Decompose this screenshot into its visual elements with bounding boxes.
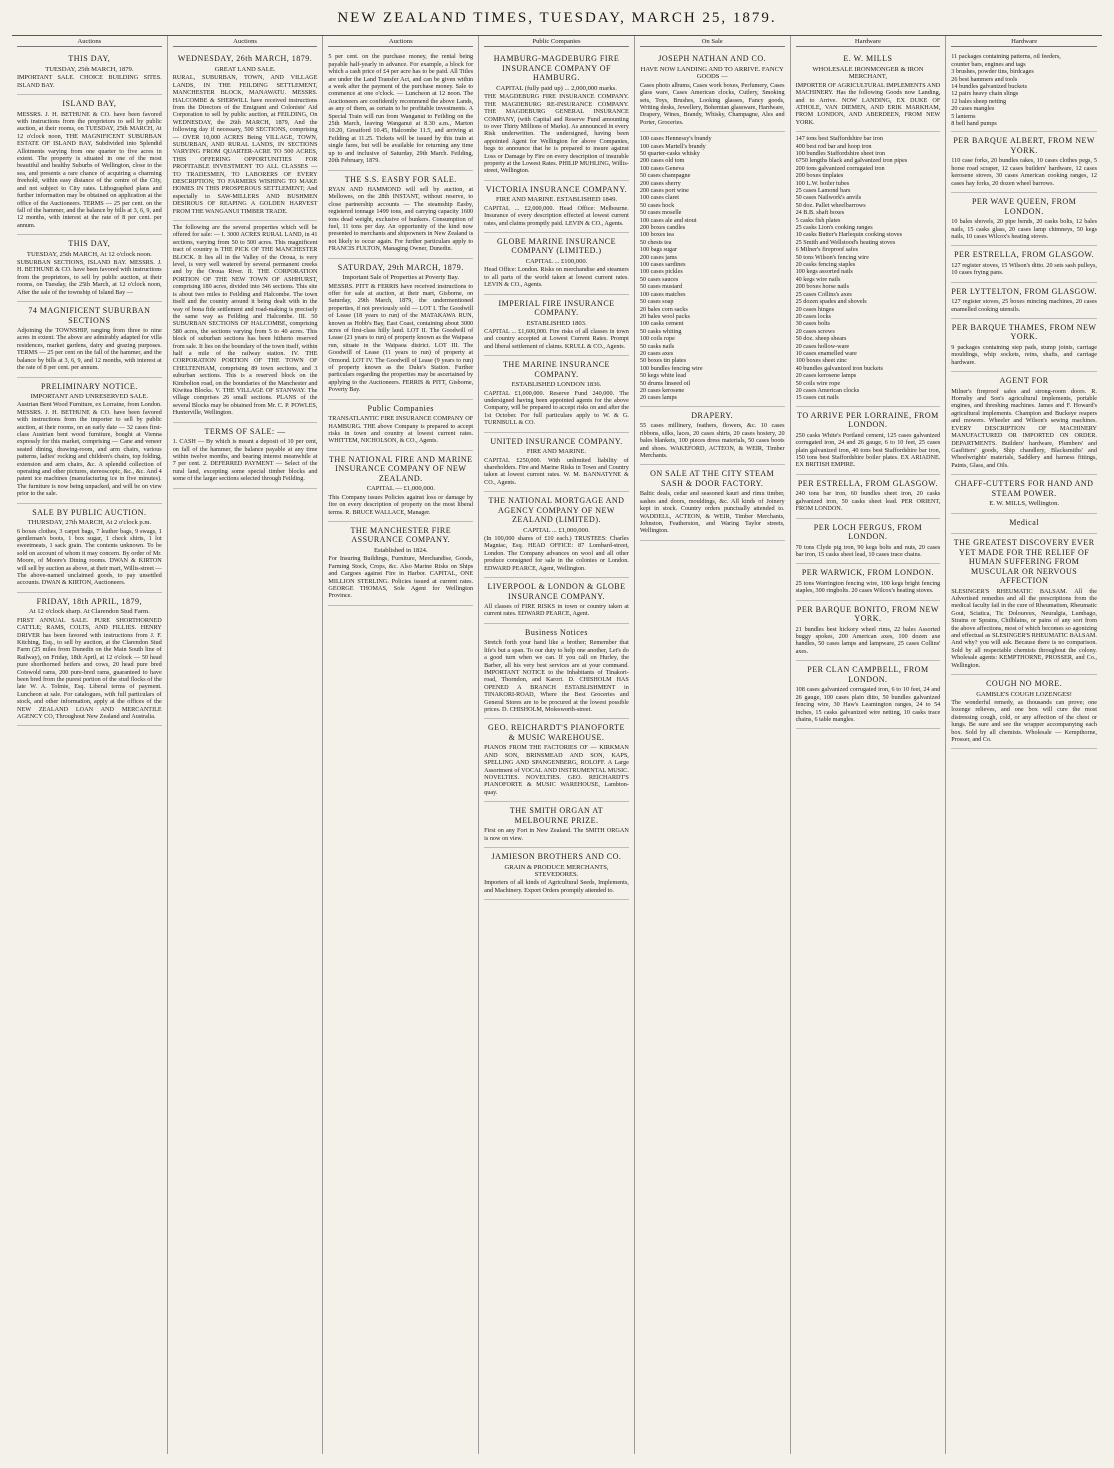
ad-title: Business Notices <box>525 627 588 637</box>
advertisement <box>796 50 941 132</box>
advertisement <box>484 802 629 848</box>
goods-item: 20 cases axes <box>639 349 674 357</box>
goods-item: 20 cases American clocks <box>795 386 860 394</box>
advertisement <box>328 259 473 400</box>
advertisement <box>951 283 1097 319</box>
advertisement <box>796 519 941 565</box>
goods-item: 20 cases kerosene lamps <box>795 372 857 380</box>
goods-item: 10 cases enamelled ware <box>795 349 857 357</box>
ad-body: TRANSATLANTIC FIRE INSURANCE COMPANY OF HAMBURG. THE above Company is prepared to accept risks in town and country at lowest current rates. WHITTEM, NICHOLSON, & CO., Agents. <box>328 415 474 445</box>
goods-item: 12 pairs heavy chain slings <box>951 90 1019 98</box>
goods-item: counter bars, engines and tags <box>951 60 1026 68</box>
goods-item: 50 drums linseed oil <box>639 379 691 387</box>
advertisement <box>484 624 629 720</box>
masthead: NEW ZEALAND TIMES, TUESDAY, MARCH 25, 1879. <box>12 10 1102 36</box>
goods-item: 20 cases mangles <box>951 105 995 113</box>
goods-item: 100 casks cement <box>639 320 684 328</box>
ad-title: WEDNESDAY, 26th MARCH, 1879. <box>177 54 313 64</box>
ad-subtitle: At 12 o'clock sharp. At Clarendon Stud Farm. <box>28 608 150 616</box>
goods-item: 5 casks fish plates <box>795 216 841 224</box>
ad-subtitle: GREAT LAND SALE. <box>214 65 276 73</box>
advertisement <box>173 423 318 489</box>
goods-item: 50 chests tea <box>639 238 672 246</box>
ad-body: CAPITAL £1,000,000. Reserve Fund 240,000. The undersigned having been appointed agents for the above Company, will be prepared to accept risks on and after the 1st October. For full particulars apply to W. & G. TURNBULL & CO. <box>484 389 629 427</box>
advertisement <box>17 302 162 377</box>
goods-item: 50 cases mustard <box>639 283 683 291</box>
ad-title: GLOBE MARINE INSURANCE COMPANY (LIMITED.) <box>496 236 616 256</box>
ad-title: PER LYTTELTON, FROM GLASGOW. <box>951 286 1097 296</box>
goods-item: 50 cases sauces <box>639 275 679 283</box>
column-grid <box>12 36 1102 1454</box>
goods-item: 3 brushes, powder tins, birdcages <box>951 68 1034 76</box>
goods-item: 50 tons Wilson's fencing wire <box>795 253 869 261</box>
column-heading: Auctions <box>173 38 318 47</box>
ad-body: Cases photo albums, Cases work boxes, Perfumery, Cases glass ware, Cases American clocks, Cutlery, Smoking sets, Toys, Brushes, Looking glasses, Fancy goods, Writing desks, Jewellery, Bohemian glassware, Hardware, Drapery, Wines, Brandy, Whisky, Champagne, Ales and Porter, Groceries. <box>639 81 785 126</box>
ad-body: 127 register stoves, 25 boxes mincing machines, 20 cases enamelled cooking utensils. <box>951 298 1097 313</box>
goods-item: 24 B.B. shaft boxes <box>795 209 845 217</box>
goods-item: 50 cases moselle <box>639 209 682 217</box>
goods-item: 50 casks whiting <box>639 327 682 335</box>
ad-body: 70 tons Clyde pig iron, 90 kegs bolts and nuts, 20 cases bar iron, 15 casks sheet lead, 10 cases trace chains. <box>795 543 941 558</box>
ad-subtitle: CAPITAL (fully paid up) ... 2,000,000 marks. <box>496 84 617 92</box>
goods-item: 40 kegs wire nails <box>795 275 841 283</box>
ad-title: IMPERIAL FIRE INSURANCE COMPANY. <box>498 298 615 318</box>
advertisement <box>484 295 629 357</box>
ad-body: 5 per cent. on the purchase money, the rental being payable half-yearly in advance. For example, a block for which a cash price of £4 per acre has to be paid. All Titles are under the Land Transfer Act, and can be given within a week after the payment of the purchase money. Sale to commence at one o'clock. — Luncheon at 12 noon. The Auctioneers are confidently recommend the above Lands, as any of them, as certain to be profitable investments. A Special Train will run from Wanganui to Feilding on the 25th March, leaving Wanganui at 8.30 a.m., Marton 10.20, Greatford 10.45, Halcombe 11.5, and arriving at Feilding at 11.25. Tickets will be issued by this train at single fares, but will be available for returning any time up to and inclusive of Saturday, 29th March. Feilding, 20th February, 1879. <box>328 53 474 165</box>
ad-title: ON SALE AT THE CITY STEAM SASH & DOOR FACTORY. <box>650 469 775 488</box>
goods-item: 100 cases ale and stout <box>639 216 697 224</box>
ad-title: THE GREATEST DISCOVERY EVER YET MADE FOR THE RELIEF OF HUMAN SUFFERING FROM MUSCULAR OR NERVOUS AFFECTION <box>953 538 1095 586</box>
ad-body: FIRST ANNUAL SALE. PURE SHORTHORNED CATTLE; RAMS, COLTS, AND FILLIES. HENRY DRIVER has been favored with instructions from J. F. Kitching, Esq., to sell by auction, at the Clarendon Stud Farm (25 miles from Dunedin on the Main South line of Railway), on Friday, 18th April, at 12 o'clock — 50 head pure shorthorned heifers and cows, 20 head pure bred Cotswold rams, 200 pure-bred rams, guaranteed to have been bred from the purest portion of the stud flocks of the late W. A. Tolmie, Esq. Liberal terms of payment. Luncheon at sale. For catalogues, with full particulars of stock, and other information, apply at the offices of the NEW ZEALAND LOAN AND MERCANTILE AGENCY CO, Throughout New Zealand and Australia. <box>17 616 162 721</box>
ad-title: THE S.S. EASBY FOR SALE. <box>344 174 457 184</box>
ad-subtitle: GRAIN & PRODUCE MERCHANTS, STEVEDORES. <box>504 863 609 878</box>
goods-item: 100 cases pickles <box>639 268 683 276</box>
advertisement <box>951 319 1097 372</box>
ad-body: Head Office: London. Risks on merchandise and steamers to all parts of the world taken at lowest current rates. LEVIN & CO., Agents. <box>484 266 629 289</box>
goods-item: 26 best hammers and tools <box>951 75 1018 83</box>
ad-body: THE MAGDEBURG FIRE INSURANCE COMPANY. THE MAGDEBURG RE-INSURANCE COMPANY. THE MAGDEBURG GENERAL INSURANCE COMPANY, (with Capital and Reserve Fund amounting to over Thirty Millions of Marks). As announced in every Risk underwritten. The undersigned, having been appointed Agent for Wellington for above Companies, begs to announce that he is prepared to insure against Loss or Damage by Fire on every description of insurable property at the Lowest Rates. PHILIP MUHLING, Willis-street, Wellington. <box>484 93 629 175</box>
ad-body: 25 tons Warrington fencing wire, 100 kegs bright fencing staples, 300 ringbolts. 20 cases Wilcox's heating stoves. <box>795 579 941 595</box>
ad-subtitle: TUESDAY, 25th MARCH, 1879. <box>45 65 134 73</box>
ad-title: Public Companies <box>367 403 434 413</box>
ad-title: CHAFF-CUTTERS FOR HAND AND STEAM POWER. <box>954 479 1094 498</box>
goods-item: 200 boxes tinplates <box>795 172 844 180</box>
goods-item: 50 casks nails <box>639 342 675 350</box>
advertisement <box>951 675 1097 749</box>
advertisement <box>484 719 629 802</box>
ad-subtitle: HAVE NOW LANDING AND TO ARRIVE. FANCY GOODS — <box>640 65 784 81</box>
ad-title: Medical <box>1009 517 1039 527</box>
advertisement <box>328 451 473 522</box>
goods-item: 50 cases Nailwork's anvils <box>795 194 862 202</box>
advertisement <box>951 50 1097 132</box>
advertisement <box>484 848 629 900</box>
ad-body: 1. CASH — By which is meant a deposit of 10 per cent, on fall of the hammer, the balance payable at any time within twelve months, and bearing interest meanwhile at 7 per cent. 2. DEFERRED PAYMENT — Select of the rural land, excepting some special timber blocks and some of the larger sections selected through Feilding. <box>172 438 318 483</box>
advertisement <box>17 504 162 593</box>
ad-title: PER WAVE QUEEN, FROM LONDON. <box>971 197 1077 216</box>
goods-item: 100 bundles Staffordshire sheet iron <box>795 149 886 157</box>
goods-item: 20 casks fencing staples <box>795 261 856 269</box>
ad-body: Stretch forth your hand like a brother; Remember that life's but a span. To our duty to help one another, Let's do a good turn when we can. If you call on Hurley, the Barber, all his very best services are at your command. IMPORTANT NOTICE to the Inhabitants of Tinakori-road, Thorndon, and Karori. D. CHISHOLM HAS OPENED A BRANCH ESTABLISHMENT in TINAKORI-ROAD, Where the Best Groceries and General Stores are to be procured at the lowest possible prices. D. CHISHOLM, Molesworth-street. <box>484 639 629 714</box>
ad-body: SUBURBAN SECTIONS, ISLAND BAY. MESSRS. J. H. BETHUNE & CO. have been favored with instructions from the proprietors, to sell by public auction, at their rooms, on Tuesday, the 25th March, at 12 o'clock noon, After the sale of the township of Island Bay — <box>17 259 162 296</box>
goods-item: 15 cases cut nails <box>795 394 839 402</box>
goods-item: 30 cases bolts <box>795 320 830 328</box>
goods-item: 20 bales corn sacks <box>639 305 688 313</box>
advertisement <box>951 372 1097 475</box>
goods-item: 100 bundles fencing wire <box>639 364 703 372</box>
ad-body: CAPITAL ... £2,000,000. Head Office: Melbourne. Insurance of every description effected at lowest current rates, and claims promptly paid. LEVIN & CO., Agents. <box>484 204 629 227</box>
ad-subtitle: FIRE AND MARINE. ESTABLISHED 1849. <box>495 196 618 204</box>
ad-title: COUGH NO MORE. <box>986 679 1063 688</box>
advertisement <box>484 181 629 233</box>
goods-item: 200 boxes candles <box>639 224 686 232</box>
goods-item: 100 cases Martell's brandy <box>639 142 706 150</box>
goods-item: 100 boxes sheet zinc <box>795 357 847 365</box>
advertisement <box>796 601 941 662</box>
ad-body: 10 bales shovels, 20 pipe bends, 20 casks bolts, 12 bales nails, 15 casks glass, 20 cases lamp chimneys, 50 kegs nails, 10 cases Wilcox's heating stoves. <box>951 218 1097 240</box>
advertisement <box>640 465 785 540</box>
advertisement <box>328 400 473 451</box>
ad-body: PIANOS FROM THE FACTORIES OF — KIRKMAN AND SON, BRINSMEAD AND SON, KAPS, SPELLING AND SPANGENBERG, ROLOFF. A Large Assortment of VOCAL AND INSTRUMENTAL MUSIC. NOVELTIES. NOVELTIES. GEO. REICHARDT'S PIANOFORTE & MUSIC WAREHOUSE, Lambton-quay. <box>484 744 629 796</box>
goods-item: 100 cases Hennessy's brandy <box>639 135 712 143</box>
ad-body: This Company issues Policies against loss or damage by fire on every description of property on the most liberal terms. R. BRUCE WALLACE, Manager. <box>328 493 474 516</box>
ad-title: JAMIESON BROTHERS AND CO. <box>491 852 622 862</box>
ad-title: ISLAND BAY, <box>62 99 117 109</box>
ad-body: Austrian Bent Wood Furniture, ex Lorraine, from London. MESSRS. J. H. BETHUNE & CO. have been favored with instructions from the importer to sell by public auction, at their rooms, on an early date — 32 cases first-class Austrian bent wood furniture, bought at Vienna expressly for this market, comprising — Cane and veneer seated dining, drawing-room, and arm chairs, various patterns, ladies' rocking and children's chairs, top folding, extension and arm chairs, &c. A splendid collection of operating and other pictures, stereoscopic, &c., &c. And 4 patent ice machines (manufacturing ice in five minutes). The furniture is now being unpacked, and will be on view prior to the sale. <box>17 401 162 498</box>
goods-item: 25 casks Lion's cooking ranges <box>795 224 873 232</box>
goods-item: 12 bales sheep netting <box>951 97 1007 105</box>
ad-title: THE NATIONAL MORTGAGE AND AGENCY COMPANY OF NEW ZEALAND (LIMITED). <box>488 496 625 525</box>
column-heading: Auctions <box>17 38 162 47</box>
ad-title: PER LOCH FERGUS, FROM LONDON. <box>813 522 923 542</box>
advertisement <box>173 50 318 221</box>
advertisement <box>173 221 318 423</box>
advertisement <box>484 492 629 578</box>
ad-body: 6 boxes clothes, 3 carpet bags, 7 leather bags, 9 swags, 1 gentleman's boots, 1 box sugar, 1 check shirts, 1 lot sweetmeats, 1 sack grain. The contents unknown. To be sold on account of whom it may concern. By order of Mr. Moore, of Moore's Dining rooms. DWAN & KIRTON will sell by auction as above, at their mart, Willis-street — The above-named unclaimed goods, to pay unsettled accounts. DWAN & KIRTON, Auctioneers. <box>17 527 162 587</box>
ad-title: PER BARQUE ALBERT, FROM NEW YORK. <box>953 136 1095 155</box>
advertisement <box>640 132 785 407</box>
advertisement <box>796 407 941 475</box>
goods-item: 20 bales wool packs <box>639 312 690 320</box>
ad-body: All classes of FIRE RISKS in town or country taken at current rates. EDWARD PEARCE, Agent. <box>484 603 629 618</box>
advertisement <box>951 514 1097 535</box>
advertisement <box>951 132 1097 193</box>
goods-item: 40 bundles galvanized iron buckets <box>795 364 883 372</box>
advertisement <box>951 193 1097 246</box>
ad-body: 55 cases millinery, feathers, flowers, &c. 10 cases ribbons, silks, laces, 20 cases shirts, 20 cases hosiery, 20 bales blankets, 100 pieces dress materials, 50 cases boots and shoes. WAKEFORD, ACTEON, & WEIR, Timber Merchants. <box>639 422 785 459</box>
goods-item: 50 quarter-casks whisky <box>639 149 700 157</box>
goods-item: 100 kegs assorted nails <box>795 268 853 276</box>
ad-body: SLESINGER'S RHEUMATIC BALSAM. All the Advertised remedies and all the prescriptions from the medical faculty fail in the cure of Rheumatism, Rheumatic Gout, Sciatica, Tic Doloureux, Neuralgia, Lumbago, Strains or Sprains, Chilblains, or pains of any sort from the above affections, most of which becomes so agonizing and effectual as SLESINGER'S RHEUMATIC BALSAM. And why? you will ask. Because there is no comparison. Sold by all respectable chemists throughout the colony. Wholesale agents: KEMPTHORNE, PROSSER, and Co., Wellington. <box>951 587 1097 669</box>
advertisement <box>951 246 1097 282</box>
ad-body: 108 cases galvanized corrugated iron, 6 to 10 feet, 24 and 26 gauge, 100 cases plain ditto, 50 bundles galvanized fencing wire, 30 Haw's Leamington ranges, 24 to 54 inches, 15 casks galvanized wire netting, 10 casks trace chains, 6 table mangles. <box>795 686 941 723</box>
column-heading: Hardware <box>796 38 941 47</box>
ad-title: PER WARWICK, FROM LONDON. <box>801 568 934 578</box>
goods-item: 25 cases Lamond bars <box>795 187 851 194</box>
ad-body: IMPORTER OF AGRICULTURAL IMPLEMENTS AND MACHINERY. Has the following Goods now Landing, and to Arrive. NOW LANDING, EX DUKE OF ATHOLE, VAN DIEMEN, AND ERIK MARKHAM, FROM LONDON, AND ABERDEEN, FROM NEW YORK. <box>795 81 941 126</box>
goods-item: 200 cases jams <box>639 253 677 261</box>
column-heading: Hardware <box>951 38 1097 47</box>
column-heading: On Sale <box>640 38 785 47</box>
ad-title: THE SMITH ORGAN AT MELBOURNE PRIZE. <box>509 806 604 825</box>
goods-item: 100 cases sardines <box>639 261 686 269</box>
goods-item: 14 bundles galvanized buckets <box>951 83 1028 91</box>
ad-body: 240 tons bar iron, 60 bundles sheet iron, 20 casks galvanized iron, 50 casks sheet lead. PER ORIENT, FROM LONDON. <box>795 490 941 513</box>
goods-item: 50 coils wire rope <box>795 379 841 387</box>
advertisement <box>640 407 785 466</box>
goods-item: 20 cases lamps <box>639 394 677 402</box>
ad-title: THE NATIONAL FIRE AND MARINE INSURANCE COMPANY OF NEW ZEALAND. <box>329 454 473 483</box>
advertisement <box>17 378 162 504</box>
ad-title: VICTORIA INSURANCE COMPANY. <box>485 184 628 194</box>
ad-title: PER ESTRELLA, FROM GLASGOW. <box>954 250 1095 260</box>
ad-title: PER BARQUE BONITO, FROM NEW YORK. <box>796 604 939 624</box>
goods-item: 6750 lengths black and galvanized iron pipes <box>795 157 908 165</box>
goods-item: 50 cases champagne <box>639 172 691 180</box>
advertisement <box>17 235 162 302</box>
ad-subtitle: Important Sale of Properties at Poverty Bay. <box>342 274 460 282</box>
goods-item: 200 cases old tom <box>639 157 685 165</box>
ad-body: The following are the several properties which will be offered for sale: — I. 3000 ACRES RURAL LAND, in 41 sections, varying from 50 to 500 acres. This magnificent tract of country is THE PICK OF THE MANCHESTER BLOCK. It lies all in the Valley of the Oroua, is very level, is very well watered by several permanent creeks and by the Oroua River. II. THE CORPORATION PORTION OF THE NEW TOWN OF ASHHURST, comprising 180 acres, divided into 346 sections. This site is about two miles to Feilding and Halcombe. The town itself and the country around it being dealt with in the way of bona fide settlement and road-making is precisely the same way as Feilding and Halcombe. III. 50 SUBURBAN SECTIONS OF HALCOMBE, comprising 580 acres, the sections varying from 5 to 40 acres. This block of suburban sections has been hitherto reserved from sale. It lies on the boundary of the town itself, within half a mile of the railway station. IV. THE CORPORATION PORTION OF THE TOWN OF CHELTENHAM, comprising 89 town sections, and 3 suburban sections. This is a reserved block on the Kimbolton road, on the boundaries of the Manchester and Kiwitea Blocks. V. THE VILLAGE OF STANWAY. The village comprises 26 small sections. PLANS of the several Blocks may be obtained from Mr. C. P. POWLES, Hunterville, Wellington. <box>172 224 318 417</box>
ad-title: SATURDAY, 29th MARCH, 1879. <box>337 262 464 272</box>
ad-subtitle: Established in 1824. <box>373 546 428 554</box>
advertisement <box>17 50 162 95</box>
goods-item: 200 cases port wine <box>639 187 689 194</box>
ad-title: UNITED INSURANCE COMPANY. <box>490 436 623 446</box>
ad-body: First on any Fort in New Zealand. The SMITH ORGAN is now on view. <box>484 827 629 842</box>
goods-item: 200 cases sherry <box>639 179 681 187</box>
ad-body: (In 100,000 shares of £10 each.) TRUSTEES: Charles Magniac, Esq. HEAD OFFICE: 87 Lombard-street, London. The Company advances on wool and all other produce consigned for sale in the colonies or London. EDWARD PEARCE, Agent, Wellington. <box>484 535 629 572</box>
ad-subtitle: ESTABLISHED LONDON 1836. <box>511 381 602 389</box>
goods-item: 100 boxes tea <box>639 231 674 239</box>
goods-item: 50 boxes tin plates <box>639 357 687 365</box>
ad-body: Baltic deals, cedar and seasoned kauri and rimu timber, sashes and doors, mouldings, &c. All kinds of Joinery kept in stock. Country orders punctually attended to. WADDELL, ACTEON, & WEIR, Timber Merchants, Johnston, Featherston, and Waring Taylor streets, Wellington. <box>639 490 785 535</box>
ad-title: E. W. MILLS <box>843 54 893 64</box>
ad-title: AGENT FOR <box>999 376 1049 386</box>
advertisement <box>17 95 162 235</box>
ad-subtitle: CAPITAL ... £100,000. <box>525 257 588 265</box>
advertisement <box>17 593 162 727</box>
ad-body: 250 casks White's Portland cement, 125 cases galvanized corrugated iron, 24 and 26 gauge, 6 to 10 feet, 25 cases plain galvanized iron, 40 tons best Staffordshire bar iron, 150 tons best Staffordshire boiler plates. EX ARIADNE. EX BRITISH EMPIRE. <box>795 431 941 469</box>
column-1 <box>12 36 168 1454</box>
advertisement <box>796 475 941 519</box>
advertisement <box>796 132 941 407</box>
goods-item: 5 lanterns <box>951 112 976 120</box>
goods-item: 400 best rod bar and hoop iron <box>795 142 872 150</box>
goods-list <box>640 135 785 402</box>
goods-item: 200 tons galvanized corrugated iron <box>795 164 885 172</box>
goods-item: 25 Smith and Wellstood's heating stoves <box>795 238 896 246</box>
column-heading: Auctions <box>328 38 473 47</box>
goods-item: 50 doz. Pallet wheelbarrows <box>795 201 866 209</box>
ad-title: THE MANCHESTER FIRE ASSURANCE COMPANY. <box>350 525 452 545</box>
ad-body: 9 packages containing step pads, stump joints, carriage mouldings, whip sockets, reins, shafts, and carriage hardware. <box>951 343 1097 366</box>
ad-body: MESSRS. PITT & FERRIS have received instructions to offer for sale at auction, at their mart, Gisborne, on Saturday, 29th March, 1879, the undermentioned properties, if not previously sold — LOT I. The Goodwill of Lease (18 years to run) of the MATAKAWA RUN, known as Hobb's Bay, East Coast, containing about 3000 acres of first-class hilly land. LOT II. The Goodwill of Lease (21 years to run) of property known as the Waipaoa run, situate in the Waipaoa district. LOT III. The Goodwill of Lease (11 years to run) of property at Ormond. LOT IV. The Goodwill of Lease (9 years to run) of property known as the Duke's Station. Further particulars regarding the properties may be ascertained by applying to the Auctioneers. FERRIS & PITT, Gisborne, Poverty Bay. <box>328 282 474 394</box>
advertisement <box>484 356 629 432</box>
ad-title: PER CLAN CAMPBELL, FROM LONDON. <box>807 665 929 684</box>
goods-item: 100 L.W. boiler tubes <box>795 179 850 187</box>
ad-subtitle: CAPITAL — £1,000,000. <box>366 485 435 493</box>
ad-title: DRAPERY. <box>691 410 734 420</box>
ad-subtitle: WHOLESALE IRONMONGER & IRON MERCHANT, <box>812 65 924 81</box>
goods-item: 20 cases locks <box>795 312 831 320</box>
goods-item: 6 Milner's fireproof safes <box>795 246 859 254</box>
goods-item: 100 cases matches <box>639 290 686 298</box>
column-3 <box>323 36 479 1454</box>
ad-title: HAMBURG-MAGDEBURG FIRE INSURANCE COMPANY OF HAMBURG. <box>493 54 620 83</box>
goods-item: 100 cases Geneva <box>639 164 685 172</box>
advertisement <box>328 50 473 170</box>
ad-title: FRIDAY, 18th APRIL, 1879, <box>36 596 143 606</box>
ad-body: RYAN AND HAMMOND will sell by auction, at Mellowes, on the 28th INSTANT, without reserve, to close partnership accounts — The steamship Easby, registered tonnage 1499 tons, and carrying capacity 1600 tons dead weight, exclusive of bunkers. Consumption of fuel, 11 tons per day. An opportunity of the kind now presented to merchants and shipowners in New Zealand is not likely to occur again. For further particulars apply to FRANCIS FULTON, Managing Owner, Dunedin. <box>328 186 474 253</box>
goods-item: 20 cases screws <box>795 327 835 335</box>
advertisement <box>484 578 629 624</box>
goods-item: 50 cases hock <box>639 201 675 209</box>
goods-item: 100 coils rope <box>639 335 675 343</box>
ad-title: THIS DAY, <box>68 54 111 64</box>
ad-body: The wonderful remedy, as thousands can prove; one lozenge relieves, and one box will cure the most distressing cough, cold, or any affection of the chest or lungs. Be sure and see the wrapper accompanying each box. Sold by all chemists. Wholesale — Kempthorne, Prosser, and Co. <box>951 698 1097 743</box>
ad-subtitle: E. W. MILLS, Wellington. <box>989 500 1060 508</box>
ad-title: SALE BY PUBLIC AUCTION. <box>32 507 147 517</box>
column-4 <box>479 36 635 1454</box>
goods-item: 50 kegs white lead <box>639 372 687 380</box>
column-heading: Public Companies <box>484 38 629 47</box>
goods-item: 20 cases kerosene <box>639 386 685 394</box>
ad-body: MESSRS. J. H. BETHUNE & CO. have been favored with instructions from the proprietors to sell by public auction, at their rooms, on TUESDAY, 25th MARCH, At 12 o'clock noon, THE MAGNIFICENT SUBURBAN ESTATE OF ISLAND BAY, Subdivided into Splendid Allotments varying from one quarter to five acres in extent. The property is situated in one of the most beautiful and healthy Suburbs of Wellington, close to the sea, and presents a rare chance of acquiring a charming freehold, within easy distance of the centre of the City, and not subject to City rates. Lithographed plans and further information may be obtained on application at the office of the Auctioneers. TERMS — 25 per cent. on the fall of the hammer, and the balance by bills at 3, 6, 9, and 12 months, with interest at the rate of 8 per cent. per annum. <box>17 110 162 229</box>
ad-title: 74 MAGNIFICENT SUBURBAN SECTIONS <box>28 306 151 325</box>
column-5 <box>635 36 791 1454</box>
ad-title: LIVERPOOL & LONDON & GLOBE INSURANCE COMPANY. <box>487 582 626 601</box>
ad-title: THIS DAY, <box>68 239 111 249</box>
ad-body: 110 case forks, 20 bundles rakes, 10 cases clothes pegs, 5 horse road scraper, 12 cases builders' hardware, 12 cases kerosene stoves, 30 cases American cooking ranges, 12 cases hay forks, 20 dozen wheel barrows. <box>951 157 1097 187</box>
ad-body: IMPORTANT SALE. CHOICE BUILDING SITES. ISLAND BAY. <box>17 74 162 89</box>
goods-item: 8 bell hand pumps <box>951 120 997 128</box>
advertisement <box>484 233 629 295</box>
advertisement <box>328 522 473 606</box>
ad-body: For Insuring Buildings, Furniture, Merchandise, Goods, Farming Stock, Crops, &c. Also Marine Risks on Ships and Cargoes against Fire in Harbor. CAPITAL, ONE MILLION STERLING. Policies issued at current rates. GEORGE THOMAS, Sole Agent for Wellington Province. <box>328 555 474 600</box>
advertisement <box>640 50 785 132</box>
ad-title: TERMS OF SALE: — <box>204 426 286 436</box>
advertisement <box>796 564 941 600</box>
goods-item: 10 casks Butter's Harlequin cooking stoves <box>795 231 903 239</box>
ad-subtitle: CAPITAL ... £1,000,000. <box>523 526 590 534</box>
ad-subtitle: THURSDAY, 27th MARCH, At 2 o'clock p.m. <box>27 519 152 527</box>
goods-item: 25 cases Collins's axes <box>795 290 852 298</box>
ad-title: GEO. REICHARDT'S PIANOFORTE & MUSIC WAREHOUSE. <box>488 723 625 742</box>
goods-item: 147 tons best Staffordshire bar iron <box>795 135 883 143</box>
goods-item: 200 boxes horse nails <box>795 283 850 291</box>
advertisement <box>796 661 941 729</box>
column-7 <box>946 36 1102 1454</box>
ad-body: CAPITAL £250,000. With unlimited liability of shareholders. Fire and Marine Risks in Town and Country taken at lowest current rates. W. M. BANNATYNE & CO., Agents. <box>484 456 629 486</box>
goods-list <box>796 135 941 402</box>
ad-body: Importers of all kinds of Agricultural Seeds, Implements, and Machinery. Export Orders promptly attended to. <box>484 879 629 894</box>
ad-title: THE MARINE INSURANCE COMPANY. <box>503 360 610 379</box>
ad-title: PRELIMINARY NOTICE. <box>40 381 138 391</box>
goods-item: 50 doz. sheep shears <box>795 335 847 343</box>
ad-title: JOSEPH NATHAN AND CO. <box>658 54 767 64</box>
ad-subtitle: IMPORTANT AND UNRESERVED SALE. <box>30 393 149 400</box>
ad-body: Milner's fireproof safes and strong-room doors. R. Hornsby and Son's agricultural implements, portable engines, and threshing machines. James and F. Howard's agricultural implements. Champion and Buckeye reapers and mowers. Wheeler and Wilson's sewing machines. EVERY DESCRIPTION OF MACHINERY MANUFACTURED OR IMPORTED ON ORDER. DEPARTMENTS. Builders' hardware, Plumbers' and Gasfitters' goods, Ship chandlery, Blacksmiths' and Wheelwrights' materials, Saddlery and harness fittings, Paints, Glass, and Oils. <box>951 387 1097 469</box>
ad-body: CAPITAL ... £1,600,000. Fire risks of all classes in town and country accepted at Lowest Current Rates. Prompt and liberal settlement of claims. KRULL & CO., Agents. <box>484 327 629 350</box>
goods-item: 11 packages containing patterns, oil feeders, <box>951 53 1061 61</box>
ad-subtitle: FIRE AND MARINE. <box>526 448 587 456</box>
column-2 <box>168 36 324 1454</box>
goods-item: 100 bags sugar <box>639 246 677 254</box>
ad-subtitle: GAMBLE'S COUGH LOZENGES! <box>976 690 1072 698</box>
ad-title: TO ARRIVE PER LORRAINE, FROM LONDON. <box>797 410 939 430</box>
goods-list <box>951 53 1097 127</box>
advertisement <box>328 171 473 259</box>
ad-title: PER BARQUE THAMES, FROM NEW YORK. <box>951 322 1097 342</box>
advertisement <box>484 50 629 180</box>
goods-item: 100 cases claret <box>639 194 680 202</box>
ad-subtitle: TUESDAY, 25th MARCH, At 12 o'clock noon. <box>26 250 152 258</box>
ad-title: PER ESTRELLA, FROM GLASGOW. <box>797 478 938 488</box>
ad-body: 21 bundles best hickory wheel rims, 22 bales Assorted buggy spokes, 200 American axes, 100 dozen axe handles, 50 cases lamps and lampware, 25 cases Collins' axes. <box>795 625 941 655</box>
ad-body: RURAL, SUBURBAN, TOWN, AND VILLAGE LANDS, IN THE FEILDING SETTLEMENT, MANCHESTER BLOCK, MANAWATU. MESSRS. HALCOMBE & SHERWILL have received instructions from the Directors of the Emigrant and Colonists' Aid Corporation to sell by public auction, at FEILDING, On WEDNESDAY, the 26th MARCH, 1879, And the following day if necessary, 500 SECTIONS, comprising — OVER 10,000 ACRES Being VILLAGE, TOWN, SUBURBAN, AND RURAL LANDS, IN SECTIONS VARYING FROM QUARTER-ACRE TO 500 ACRES, THIS OFFERING OPPORTUNITIES FOR PROFITABLE INVESTMENT TO ALL CLASSES — TO TRADESMEN, TO LABORERS OF EVERY DESCRIPTION; TO FARMERS WISHING TO MAKE HOMES IN THIS PROSPEROUS SETTLEMENT; And especially to SAW-MILLERS AND BUSHMEN DESIROUS OF REAPING A GOLDEN HARVEST FROM THE WANGANUI TIMBER TRADE. <box>172 74 318 215</box>
ad-body: Adjoining the TOWNSHIP, ranging from three to nine acres in extent. The above are admirably adapted for villa residences, market gardens, dairy and grazing purposes. TERMS — 25 per cent on the fall of the hammer, and the balance by bills at 3, 6, 9, and 12 months, with interest at the rate of 8 per cent. per annum. <box>17 327 162 372</box>
goods-item: 25 dozen spades and shovels <box>795 298 867 306</box>
advertisement <box>951 475 1097 513</box>
ad-subtitle: ESTABLISHED 1803. <box>526 319 587 327</box>
column-6 <box>791 36 947 1454</box>
goods-item: 20 cases hinges <box>795 305 835 313</box>
goods-item: 50 cases soap <box>639 298 674 306</box>
advertisement <box>484 433 629 493</box>
advertisement <box>951 534 1097 675</box>
goods-item: 20 cases hollow-ware <box>795 342 850 350</box>
ad-body: 127 register stoves, 15 Wilson's ditto. 20 sets sash pulleys, 10 cases frying pans. <box>951 261 1097 277</box>
